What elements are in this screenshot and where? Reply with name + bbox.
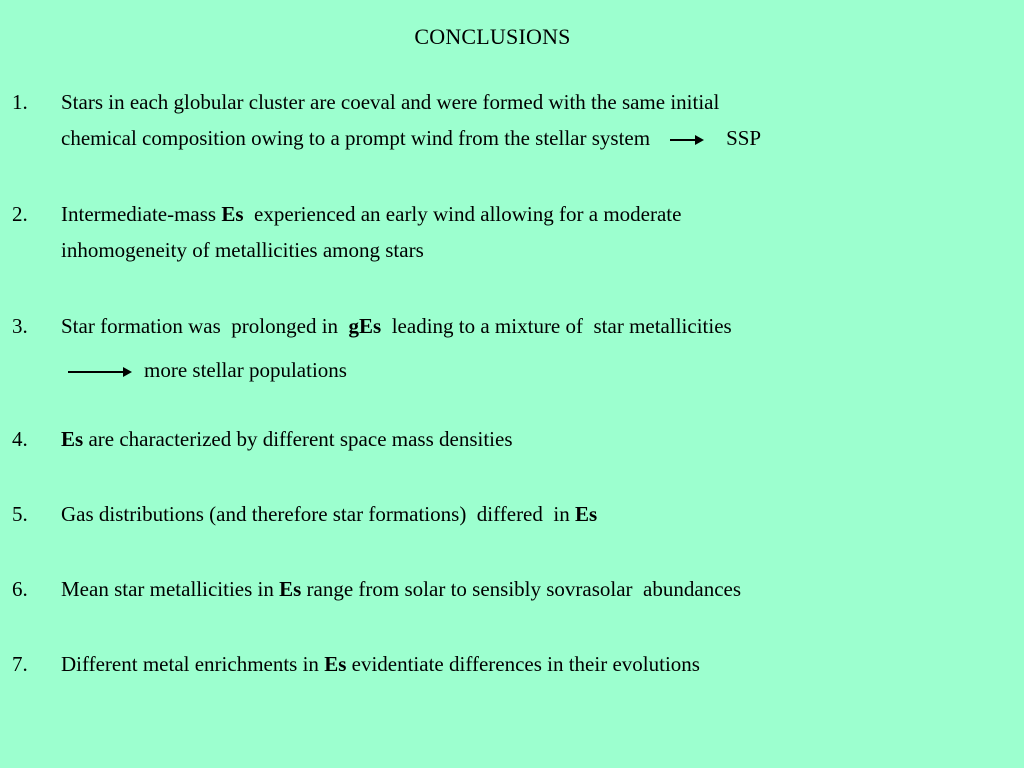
item-text-segment: more stellar populations — [144, 358, 347, 382]
item-number: 7. — [12, 652, 28, 676]
item-text-segment: SSP — [726, 126, 762, 150]
item-text-segment: Mean star metallicities in — [61, 577, 280, 601]
item-text — [61, 308, 1011, 344]
item-number: 5. — [12, 502, 28, 526]
item-line — [12, 352, 962, 388]
item-bold-term: Es — [279, 577, 302, 601]
item-line — [61, 421, 1011, 457]
item-text — [61, 84, 1011, 156]
item-number: 6. — [12, 577, 28, 601]
item-bold-term: Es — [574, 502, 598, 526]
item-text-segment: Intermediate-mass — [61, 202, 222, 226]
item-line — [61, 496, 1011, 532]
item-text — [61, 196, 1011, 268]
right-arrow-icon — [670, 135, 704, 145]
item-number: 4. — [12, 427, 28, 451]
item-bold-term: Es — [324, 652, 347, 676]
item-line — [61, 120, 1011, 156]
item-text — [61, 646, 1011, 682]
item-text-segment: Different metal enrichments in — [61, 652, 325, 676]
item-text — [61, 496, 1011, 532]
item-text-segment: evidentiate differences in their evolutions — [346, 652, 700, 676]
item-line — [61, 308, 1011, 344]
item-text-segment: Gas distributions (and therefore star formations) differed in — [61, 502, 575, 526]
right-arrow-icon — [68, 367, 132, 377]
slide-title: CONCLUSIONS — [414, 24, 571, 49]
item-line: Stars in each globular cluster are coeval and were formed with the same initial — [61, 90, 720, 114]
item-text — [61, 571, 1011, 607]
item-text — [61, 421, 1011, 457]
item-text — [12, 352, 962, 388]
item-line: inhomogeneity of metallicities among stars — [61, 238, 424, 262]
item-line — [61, 196, 1011, 232]
item-bold-term: gEs — [348, 314, 382, 338]
item-bold-term: Es — [61, 427, 84, 451]
item-text-segment: experienced an early wind allowing for a moderate — [243, 202, 682, 226]
item-text-segment: range from solar to sensibly sovrasolar abundances — [301, 577, 742, 601]
item-number: 1. — [12, 90, 28, 114]
item-bold-term: Es — [221, 202, 244, 226]
item-line — [61, 646, 1011, 682]
item-text-segment: are characterized by different space mass densities — [83, 427, 513, 451]
item-text-segment: chemical composition owing to a prompt wind from the stellar system — [61, 126, 651, 150]
item-number: 2. — [12, 202, 28, 226]
item-text-segment: Star formation was prolonged in — [61, 314, 349, 338]
item-number: 3. — [12, 314, 28, 338]
item-text-segment: leading to a mixture of star metallicities — [381, 314, 732, 338]
item-line — [61, 571, 1011, 607]
